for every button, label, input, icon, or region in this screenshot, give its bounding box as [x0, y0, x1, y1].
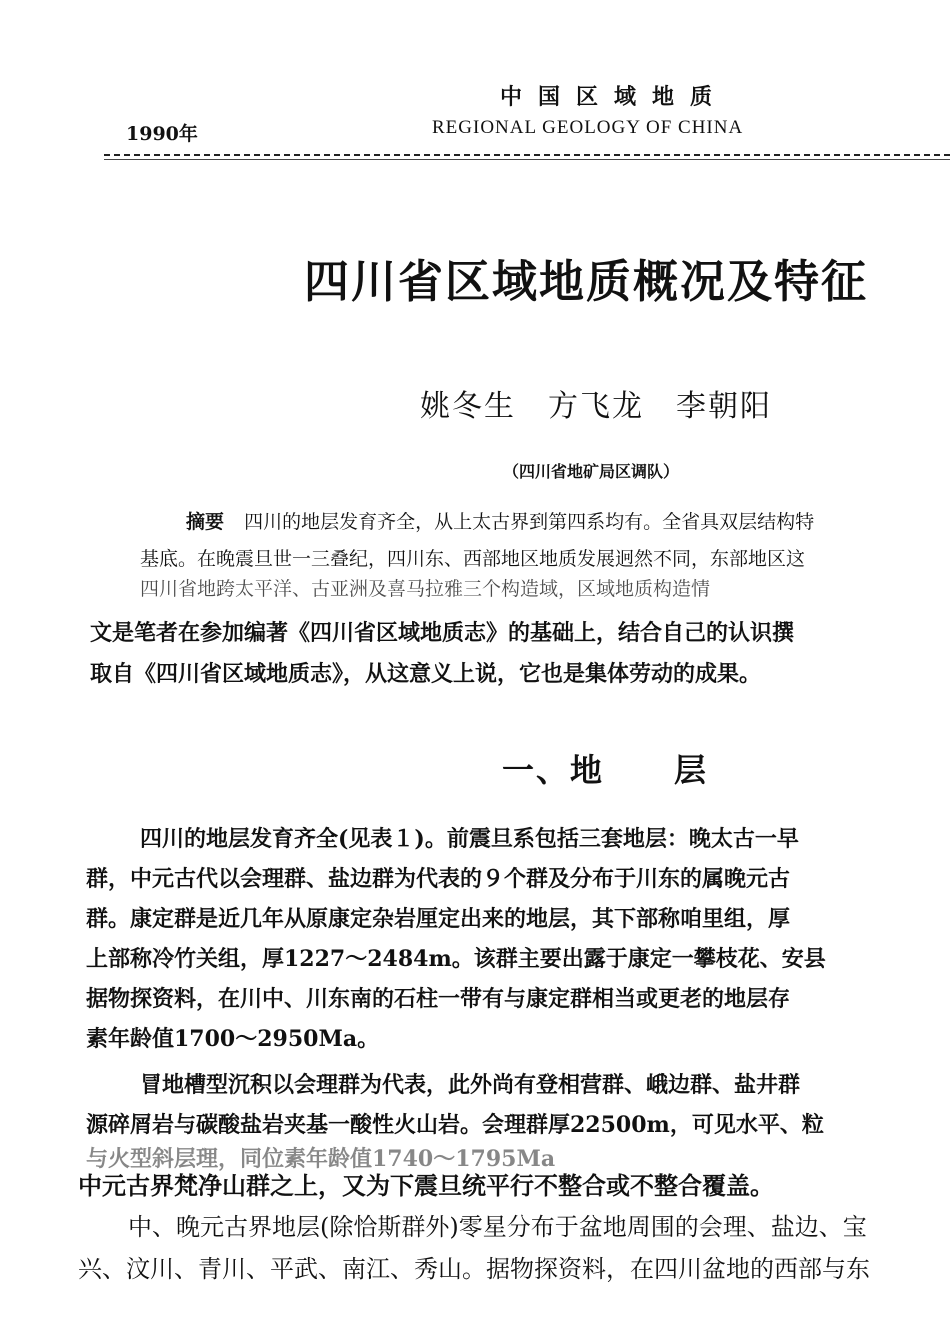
article-authors: 姚冬生 方飞龙 李朝阳 [420, 389, 772, 424]
header-divider-solid [104, 159, 950, 160]
body-line: 群。康定群是近几年从原康定杂岩厘定出来的地层，其下部称咱里组，厚 [86, 906, 791, 932]
author-affiliation: （四川省地矿局区调队） [503, 462, 680, 481]
pasted-line: 中元古界梵净山群之上，又为下震旦统平行不整合或不整合覆盖。 [78, 1171, 774, 1200]
body-line-cut-off: 与火型斜层理，同位素年龄值1740～1795Ma [86, 1146, 556, 1172]
body-line: 四川的地层发育齐全(见表１)。前震旦系包括三套地层：晚太古一早 [140, 826, 799, 852]
journal-title-chinese: 中国区域地质 [500, 84, 729, 110]
section-heading-part: 层 [674, 751, 709, 789]
abstract-text: 四川的地层发育齐全，从上太古界到第四系均有。全省具双层结构特 [244, 511, 815, 533]
abstract-line [186, 507, 814, 534]
abstract-line: 基底。在晚震旦世一三叠纪，四川东、西部地区地质发展迥然不同，东部地区这 [140, 548, 806, 570]
section-heading-part: 一、地 [502, 751, 605, 789]
publication-year: 1990年 [126, 123, 198, 145]
article-title: 四川省区域地质概况及特征 [304, 255, 869, 308]
journal-title-english: REGIONAL GEOLOGY OF CHINA [432, 117, 744, 138]
abstract-line: 取自《四川省区域地质志》，从这意义上说，它也是集体劳动的成果。 [90, 661, 762, 687]
pasted-line: 兴、汶川、青川、平武、南江、秀山。据物探资料，在四川盆地的西部与东 [78, 1255, 870, 1283]
abstract-line: 四川省地跨太平洋、古亚洲及喜马拉雅三个构造域，区域地质构造情 [140, 578, 711, 600]
body-line: 源碎屑岩与碳酸盐岩夹基一酸性火山岩。会理群厚22500m，可见水平、粒 [86, 1112, 824, 1138]
body-line: 上部称冷竹关组，厚1227～2484m。该群主要出露于康定一攀枝花、安县 [86, 946, 826, 972]
header-divider-dashed [104, 154, 950, 156]
abstract-label: 摘要 [186, 511, 225, 533]
body-line: 冒地槽型沉积以会理群为代表，此外尚有登相营群、峨边群、盐井群 [140, 1072, 801, 1098]
body-line: 素年龄值1700～2950Ma。 [86, 1026, 380, 1052]
section-heading [502, 745, 708, 791]
pasted-line: 中、晚元古界地层(除恰斯群外)零星分布于盆地周围的会理、盐边、宝 [128, 1213, 867, 1241]
abstract-line: 文是笔者在参加编著《四川省区域地质志》的基础上，结合自己的认识撰 [90, 620, 795, 646]
body-line: 据物探资料，在川中、川东南的石柱一带有与康定群相当或更老的地层存 [86, 986, 791, 1012]
body-line: 群，中元古代以会理群、盐边群为代表的９个群及分布于川东的属晚元古 [86, 866, 791, 892]
